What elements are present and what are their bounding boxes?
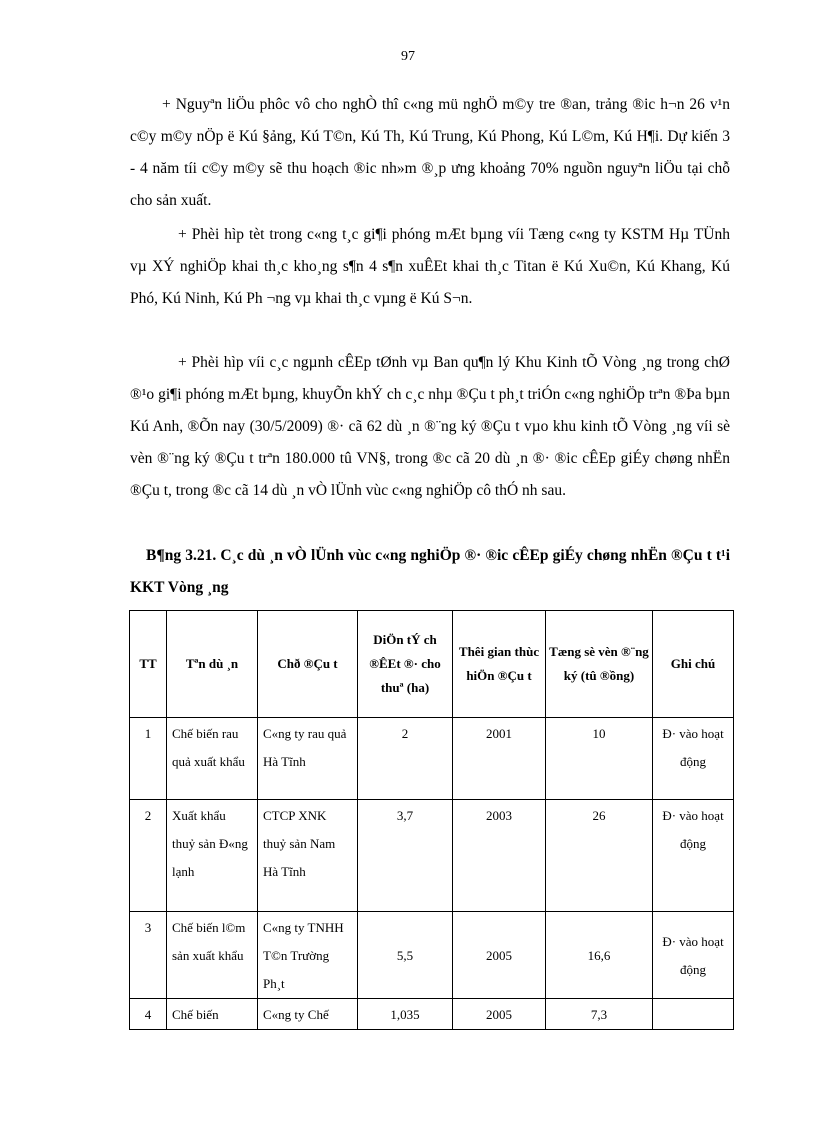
cell-total-capital: 10: [546, 718, 653, 800]
projects-table: [129, 610, 734, 1030]
cell-implementation-time: 2003: [453, 800, 546, 912]
header-tt: TT: [130, 611, 167, 718]
cell-tt: 2: [130, 800, 167, 912]
cell-investor: C«ng ty rau quả Hà Tĩnh: [258, 718, 358, 800]
cell-investor: CTCP XNK thuỷ sản Nam Hà Tĩnh: [258, 800, 358, 912]
cell-implementation-time: 2005: [453, 912, 546, 999]
cell-tt: 3: [130, 912, 167, 999]
cell-investor: C«ng ty Chế: [258, 999, 358, 1030]
cell-notes: Đ· vào hoạt động: [653, 800, 734, 912]
cell-notes: [653, 999, 734, 1030]
cell-total-capital: 16,6: [546, 912, 653, 999]
table-row: [130, 912, 734, 999]
cell-total-capital: 26: [546, 800, 653, 912]
cell-notes: Đ· vào hoạt động: [653, 718, 734, 800]
paragraph-land-clearance: + Phèi hìp tèt trong c«ng t¸c gi¶i phóng mÆt bµng víi Tæng c«ng ty KSTM Hµ TÜnh vµ XÝ nghiÖp khai th¸c kho¸ng s¶n 4 s¶n xuÊEt khai th¸c Titan ë Kú Xu©n, Kú Khang, Kú Phó, Kú Ninh, Kú Ph ¬ng vµ khai th¸c vµng ë Kú S¬n.: [130, 226, 730, 307]
header-total-capital: Tæng sè vèn ®¨ng ký (tû ®ồng): [546, 611, 653, 718]
table-caption: B¶ng 3.21. C¸c dù ¸n vÒ lÜnh vùc c«ng nghiÖp ®· ®ic cÊEp giÉy chøng nhËn ®Çu t t¹i KKT Vòng ¸ng: [130, 547, 730, 596]
cell-implementation-time: 2005: [453, 999, 546, 1030]
cell-tt: 4: [130, 999, 167, 1030]
cell-project-name: Chế biến rau quả xuất khẩu: [167, 718, 258, 800]
cell-investor: C«ng ty TNHH T©n Trường Ph¸t: [258, 912, 358, 999]
cell-project-name: Xuất khẩu thuỷ sản Đ«ng lạnh: [167, 800, 258, 912]
paragraph-raw-materials: + Nguyªn liÖu phôc vô cho nghÒ thî c«ng mü nghÖ m©y tre ®an, trảng ®ic h¬n 26 v¹n c©y m©y nÖp ë Kú §ảng, Kú T©n, Kú Th, Kú Trung, Kú Phong, Kú L©m, Kú H¶i. Dự kiến 3 - 4 năm tíi c©y m©y sẽ thu hoạch ®ic nh»m ®¸p ưng khoảng 70% nguồn nguyªn liÖu tại chỗ cho sản xuất.: [130, 96, 730, 209]
header-investor: Chð ®Çu t: [258, 611, 358, 718]
header-land-area: DiÖn tÝ ch ®ÊEt ®· cho thuª (ha): [358, 611, 453, 718]
cell-land-area: 2: [358, 718, 453, 800]
page-number: 97: [401, 49, 415, 64]
cell-tt: 1: [130, 718, 167, 800]
cell-project-name: Chế biến: [167, 999, 258, 1030]
header-project-name: Tªn dù ¸n: [167, 611, 258, 718]
header-notes: Ghi chú: [653, 611, 734, 718]
cell-project-name: Chế biến l©m sản xuất khẩu: [167, 912, 258, 999]
table-row: [130, 999, 734, 1030]
cell-total-capital: 7,3: [546, 999, 653, 1030]
table-row: [130, 718, 734, 800]
cell-land-area: 5,5: [358, 912, 453, 999]
paragraph-investment: + Phèi hìp víi c¸c ngµnh cÊEp tØnh vµ Ban qu¶n lý Khu Kinh tÕ Vòng ¸ng trong chØ ®¹o gi¶i phóng mÆt bµng, khuyÕn khÝ ch c¸c nhµ ®Çu t ph¸t triÓn c«ng nghiÖp trªn ®Þa bµn Kú Anh, ®Õn nay (30/5/2009) ®· cã 62 dù ¸n ®¨ng ký ®Çu t vµo khu kinh tÕ Vòng ¸ng víi sè vèn ®¨ng ký ®Çu t trªn 180.000 tû VN§, trong ®c cã 20 dù ¸n ®· ®ic cÊEp giÉy chøng nhËn ®Çu t, trong ®c cã 14 dù ¸n vÒ lÜnh vùc c«ng nghiÖp cô thÓ nh sau.: [130, 354, 730, 499]
header-implementation-time: Thêi gian thùc hiÖn ®Çu t: [453, 611, 546, 718]
table-header-row: [130, 611, 734, 718]
cell-land-area: 1,035: [358, 999, 453, 1030]
table-row: [130, 800, 734, 912]
cell-implementation-time: 2001: [453, 718, 546, 800]
cell-land-area: 3,7: [358, 800, 453, 912]
cell-notes: Đ· vào hoạt động: [653, 912, 734, 999]
